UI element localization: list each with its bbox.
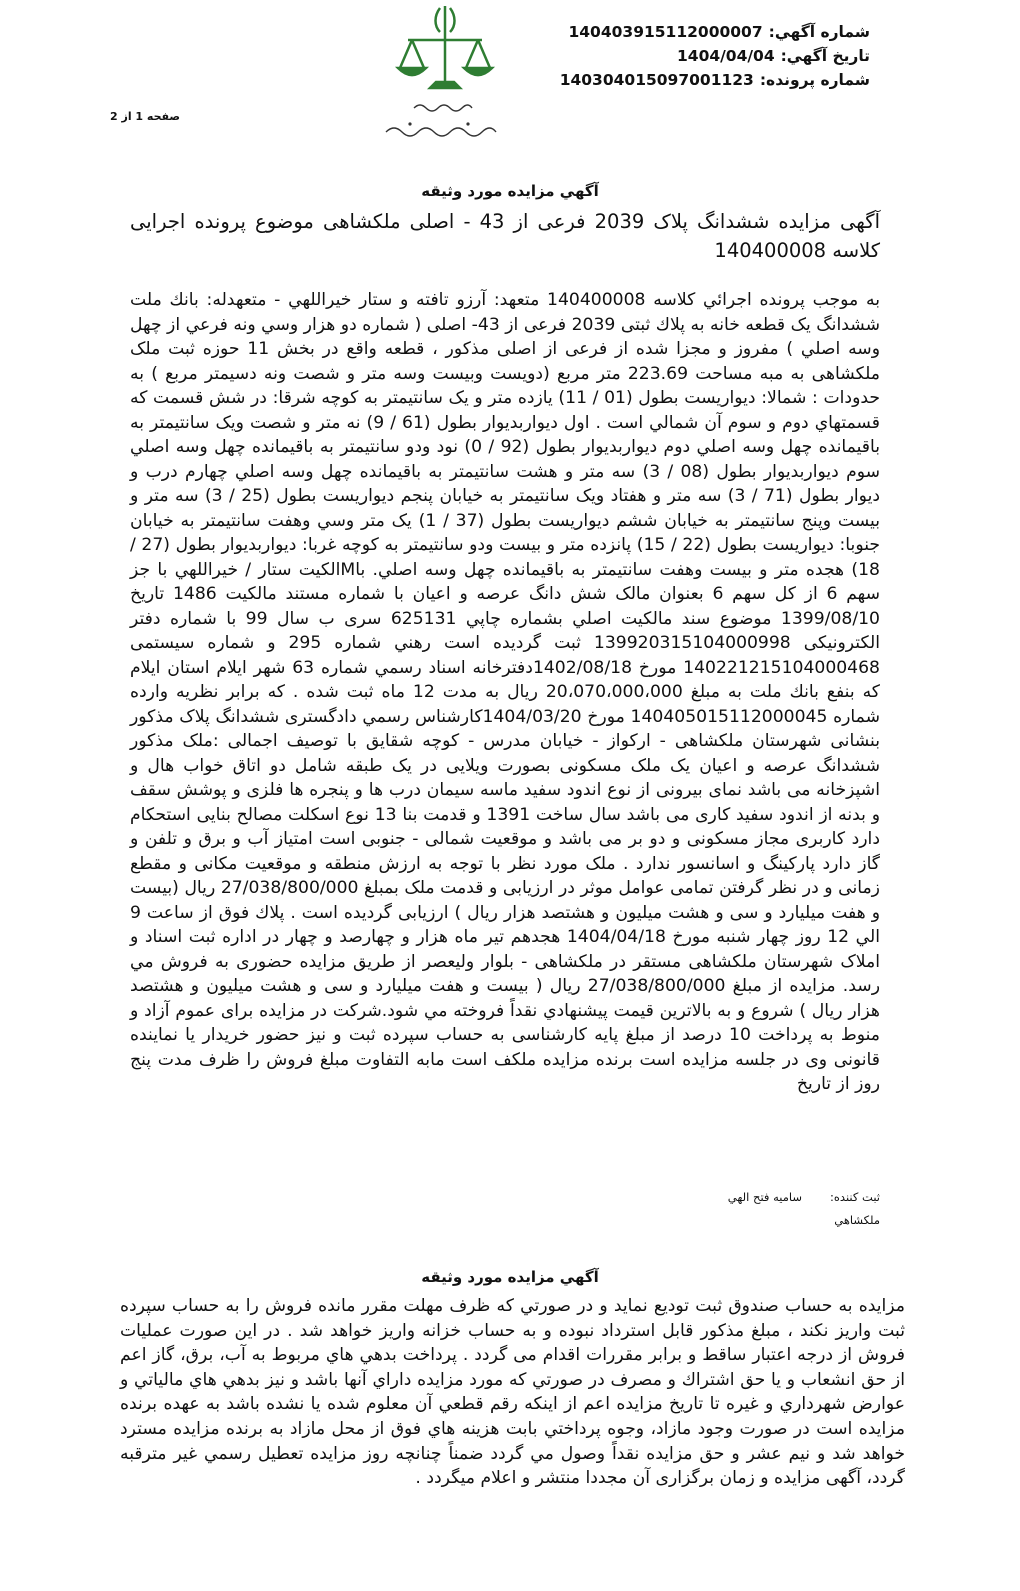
case-number: 140304015097001123 [559, 71, 754, 89]
notice-date-row [570, 44, 870, 68]
notice-date-label: تاريخ آگهي: [780, 47, 870, 65]
section2-body: مزايده به حساب صندوق ثبت توديع نمايد و در صورتي كه ظرف مهلت مقرر مانده فروش را به حساب سپرده ثبت واريز نكند ، مبلغ مذكور قابل استرداد نبوده و به حساب خزانه واريز خواهد شد . در اين صورت عمليات فروش از درجه اعتبار ساقط و برابر مقررات اقدام می گردد . پرداخت بدهي هاي مربوط به آب، برق، گاز اعم از حق انشعاب و يا حق اشتراك و مصرف در صورتي كه مورد مزايده داراي آنها باشد و نيز بدهي هاي مالياتي و عوارض شهرداري و غيره تا تاريخ مزايده اعم از اينكه رقم قطعي آن معلوم شده يا نشده باشد به عهده برنده مزايده است در صورت وجود مازاد، وجوه پرداختي بابت هزينه هاي فوق از محل مازاد به برنده مزايده مسترد خواهد شد و نيم عشر و حق مزايده نقداً وصول مي گردد ضمناً چنانچه روز مزايده تعطيل رسمي غير مترقبه گردد، آگهی مزایده و زمان برگزاری آن مجددا منتشر و اعلام میگردد . [120, 1296, 905, 1489]
registrar-line [728, 1190, 880, 1204]
case-number-row [559, 68, 870, 92]
page-indicator: صفحه 1 از 2 [110, 110, 181, 123]
judiciary-logo [370, 4, 520, 154]
section2-title: آگهي مزايده مورد وثيقه [421, 1268, 599, 1286]
notice-date: 1404/04/04 [677, 47, 775, 65]
registrar-name: ساميه فتح الهي [727, 1190, 803, 1204]
section1-body: به موجب پرونده اجرائي كلاسه 140400008 متعهد: آرزو تافته و ستار خيراللهي - متعهدله: بانك ملت ششدانگ یک قطعه خانه به پلاك ثبتی 2039 فرعی از 43- اصلی ( شماره دو هزار وسي ونه فرعي از چهل وسه اصلي ) مفروز و مجزا شده از فرعی از اصلی مذکور ، قطعه واقع در بخش 11 حوزه ثبت ملک ملکشاهی به مبه مساحت 223.69 متر مربع (دویست وبیست وسه متر و شصت ونه دسيمتر مربع ) به حدودات : شمالا: دیواریست بطول (01 / 11) یازده متر و یک سانتیمتر به کوچه شرقا: در شش قسمت که قسمتهاي دوم و سوم آن شمالي است . اول دیواربدیوار بطول (61 / 9) نه متر و شصت ویک سانتیمتر به باقیمانده چهل وسه اصلي دوم دیواربدیوار بطول (92 / 0) نود ودو سانتیمتر به باقیمانده چهل وسه اصلي سوم دیواربدیوار بطول (08 / 3) سه متر و هشت سانتیمتر به باقیمانده چهل وسه اصلي چهارم درب و دیوار بطول (71 / 3) سه متر و هفتاد ویک سانتیمتر به خیابان پنجم دیواریست بطول (25 / 3) سه متر و بیست وپنج سانتیمتر به خیابان ششم دیواریست بطول (37 / 1) یک متر وسي وهفت سانتیمتر به خیابان جنوبا: دیواریست بطول (22 / 15) پانزده متر و بیست ودو سانتیمتر به کوچه غربا: دیواربدیوار بطول (27 / 18) هجده متر و بیست وهفت سانتیمتر به باقیمانده چهل وسه اصلي. باMالكيت ستار / خيراللهي با جز سهم 6 از كل سهم 6 بعنوان مالک شش دانگ عرصه و اعیان با شماره مستند مالکيت 1486 تاريخ 1399/08/10 موضوع سند مالکیت اصلي بشماره چاپي 625131 سری ب سال 99 با شماره دفتر الکترونیکی 139920315104000998 ثبت گرديده است رهني شماره 295 و شماره سيستمی 140221215104000468 مورخ 1402/08/18دفترخانه اسناد رسمي شماره 63 شهر ايلام استان ايلام که بنفع بانك ملت به مبلغ 20،070،000،000 ریال به مدت 12 ماه ثبت شده . که برابر نظریه وارده شماره 140405015112000045 مورخ 1404/03/20كارشناس رسمي دادگستری ششدانگ پلاک مذکور بنشانی شهرستان ملکشاهی - ارکواز - خیابان مدرس - کوچه شقایق با توصیف اجمالی :ملک مذکور ششدانگ عرصه و اعیان یک ملک مسکونی بصورت ویلایی در یک طبقه شامل دو اتاق خواب هال و اشپزخانه می باشد نمای بیرونی از نوع اندود سفید ماسه سیمان درب ها و پنجره ها فلزی و پوشش سقف و بدنه از اندود سفید کاری می باشد سال ساخت 1391 و قدمت بنا 13 نوع اسکلت مصالح بنایی استحکام دارد کاربری مجاز مسکونی و دو بر می باشد و موقعیت شمالی - جنوبی است امتیاز آب و برق و تلفن و گاز دارد پارکینگ و اسانسور ندارد . ملک مورد نظر با توجه به ارزش منطقه و موقعیت مکانی و مقطع زمانی و در نظر گرفتن تمامی عوامل موثر در ارزیابی و قدمت ملک بمبلغ 27/038/800/000 ريال (بيست و هفت ميليارد و سی و هشت میلیون و هشتصد هزار ريال ) ارزيابی گرديده است . پلاك فوق از ساعت 9 الي 12 روز چهار شنبه مورخ 1404/04/18 هجدهم تیر ماه هزار و چهارصد و چهار در اداره ثبت اسناد و املاک شهرستان ملکشاهی مستقر در ملکشاهی - بلوار ولیعصر از طريق مزايده حضوری به فروش مي رسد. مزايده از مبلغ 27/038/800/000 ريال ( بيست و هفت ميليارد و سی و هشت ميليون و هشتصد هزار ريال ) شروع و به بالاترين قيمت پيشنهادي نقداً فروخته مي شود.شرکت در مزایده برای عموم آزاد و منوط به پرداخت 10 درصد از مبلغ پایه کارشناسی به حساب سپرده ثبت و نیز حضور خریدار یا نماینده قانونی وی در جلسه مزایده است برنده مزايده ملكف است مابه التفاوت مبلغ فروش را ظرف مدت پنج روز از تاريخ [130, 290, 881, 1094]
registrar-label: ثبت كننده: [830, 1190, 880, 1204]
case-number-label: شماره پرونده: [759, 71, 870, 89]
section1-title: آگهي مزايده مورد وثيقه [421, 182, 599, 200]
notice-number-label: شماره آگهي: [768, 23, 870, 41]
section1-subtitle: آگهی مزایده ششدانگ پلاک 2039 فرعی از 43 - اصلی ملکشاهی موضوع پرونده اجرایی کلاسه 140400008 [130, 210, 880, 262]
notice-number-row [570, 20, 870, 44]
registrar-city: ملكشاهي [834, 1213, 880, 1227]
notice-meta [559, 20, 870, 92]
notice-number: 140403915112000007 [568, 23, 763, 41]
scales-of-justice-icon [370, 4, 520, 154]
